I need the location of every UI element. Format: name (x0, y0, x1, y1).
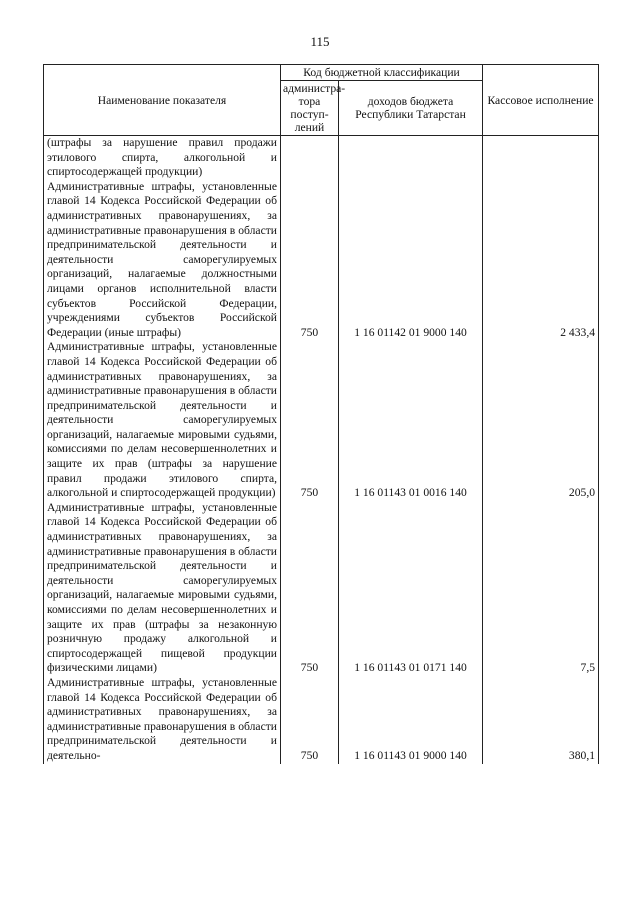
table-row (44, 501, 599, 676)
row-value: 7,5 (483, 501, 599, 676)
row-value: 205,0 (483, 340, 599, 501)
row-revenue-code: 1 16 01142 01 9000 140 (339, 180, 483, 341)
table-row (44, 340, 599, 501)
table-row (44, 180, 599, 341)
page-number: 115 (310, 34, 330, 49)
table-header (44, 65, 599, 136)
row-admin-code: 750 (281, 180, 339, 341)
row-admin-code (281, 136, 339, 180)
header-classification-code: Код бюджетной классификации (281, 65, 483, 81)
row-name: (штрафы за нарушение правил продажи этилового спирта, алкогольной и спиртосодержащей продукции) (44, 136, 281, 180)
row-value: 380,1 (483, 676, 599, 764)
row-revenue-code (339, 136, 483, 180)
row-name: Административные штрафы, установленные главой 14 Кодекса Российской Федерации об административных правонарушениях, за административные правонарушения в области предпринимательской деятельности и деятельности саморегулируемых организаций, налагаемые мировыми судьями, комиссиями по делам несовершеннолетних и защите их прав (штрафы за нарушение правил продажи этилового спирта, алкогольной и спиртосодержащей продукции) (44, 340, 281, 501)
row-admin-code: 750 (281, 501, 339, 676)
row-revenue-code: 1 16 01143 01 0016 140 (339, 340, 483, 501)
row-name: Административные штрафы, установленные главой 14 Кодекса Российской Федерации об административных правонарушениях, за административные правонарушения в области предпринимательской деятельности и деятельно- (44, 676, 281, 764)
row-value: 2 433,4 (483, 180, 599, 341)
header-revenue-code: доходов бюджета Республики Татарстан (339, 81, 483, 136)
header-indicator-name: Наименование показателя (44, 65, 281, 136)
header-cash-execution: Кассовое исполнение (483, 65, 599, 136)
header-administrator: администра-тора поступ-лений (281, 81, 339, 136)
row-revenue-code: 1 16 01143 01 0171 140 (339, 501, 483, 676)
row-name: Административные штрафы, установленные главой 14 Кодекса Российской Федерации об административных правонарушениях, за административные правонарушения в области предпринимательской деятельности и деятельности саморегулируемых организаций, налагаемые должностными лицами органов исполнительной власти субъектов Российской Федерации, учреждениями субъектов Российской Федерации (иные штрафы) (44, 180, 281, 341)
row-admin-code: 750 (281, 676, 339, 764)
table-row (44, 136, 599, 180)
row-revenue-code: 1 16 01143 01 9000 140 (339, 676, 483, 764)
row-value (483, 136, 599, 180)
budget-table (43, 64, 599, 764)
row-admin-code: 750 (281, 340, 339, 501)
row-name: Административные штрафы, установленные главой 14 Кодекса Российской Федерации об административных правонарушениях, за административные правонарушения в области предпринимательской деятельности и деятельности саморегулируемых организаций, налагаемые мировыми судьями, комиссиями по делам несовершеннолетних и защите их прав (штрафы за незаконную розничную продажу алкогольной и спиртосодержащей пищевой продукции физическими лицами) (44, 501, 281, 676)
table-row (44, 676, 599, 764)
